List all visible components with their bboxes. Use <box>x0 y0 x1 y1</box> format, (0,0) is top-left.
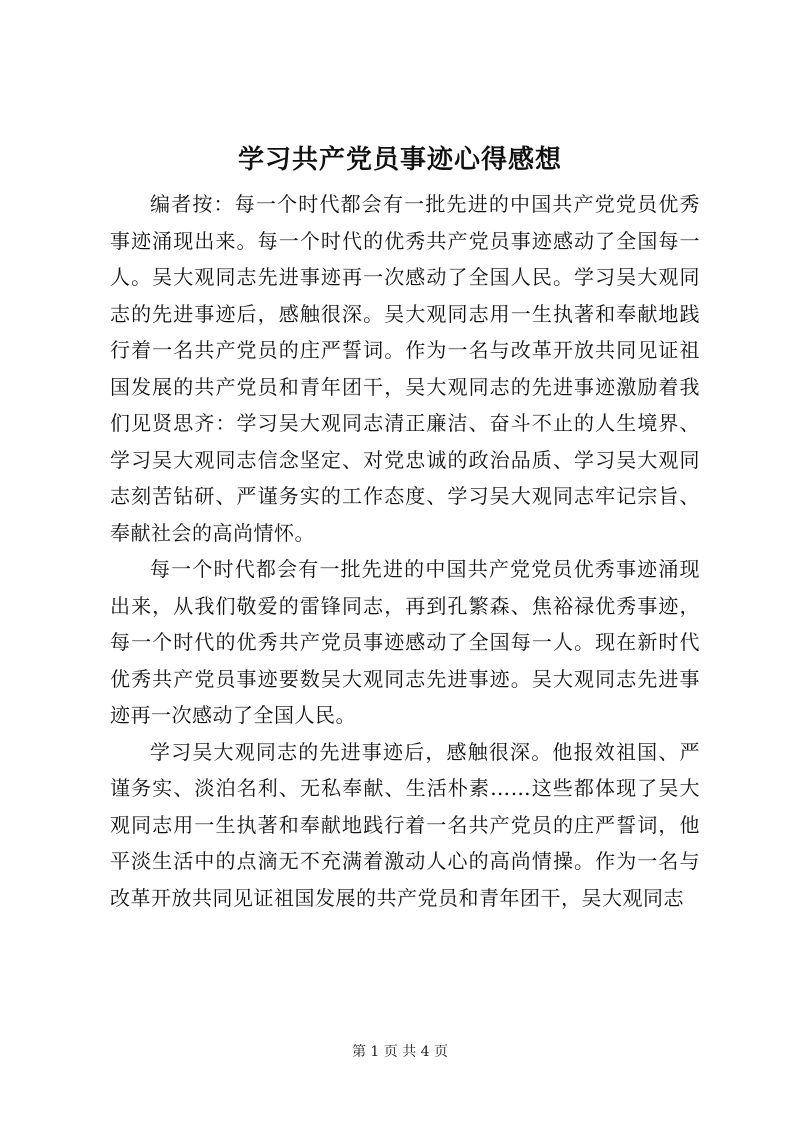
paragraph-2: 每一个时代都会有一批先进的中国共产党党员优秀事迹涌现出来，从我们敬爱的雷锋同志，再到孔繁森、焦裕禄优秀事迹，每一个时代的优秀共产党员事迹感动了全国每一人。现在新时代优秀共产党员事迹要数吴大观同志先进事迹。吴大观同志先进事迹再一次感动了全国人民。 <box>110 557 700 727</box>
paragraph-3: 学习吴大观同志的先进事迹后，感触很深。他报效祖国、严谨务实、淡泊名利、无私奉献、生活朴素……这些都体现了吴大观同志用一生执著和奉献地践行着一名共产党员的庄严誓词，他平淡生活中的点滴无不充满着激动人心的高尚情操。作为一名与改革开放共同见证祖国发展的共产党员和青年团干，吴大观同志 <box>110 739 700 910</box>
paragraph-editor-note: 编者按：每一个时代都会有一批先进的中国共产党党员优秀事迹涌现出来。每一个时代的优秀共产党员事迹感动了全国每一人。吴大观同志先进事迹再一次感动了全国人民。学习吴大观同志的先进事迹后，感触很深。吴大观同志用一生执著和奉献地践行着一名共产党员的庄严誓词。作为一名与改革开放共同见证祖国发展的共产党员和青年团干，吴大观同志的先进事迹激励着我们见贤思齐：学习吴大观同志清正廉洁、奋斗不止的人生境界、学习吴大观同志信念坚定、对党忠诚的政治品质、学习吴大观同志刻苦钻研、严谨务实的工作态度、学习吴大观同志牢记宗旨、奉献社会的高尚情怀。 <box>110 192 700 545</box>
page-number-footer: 第 1 页 共 4 页 <box>351 1044 449 1060</box>
document-body <box>110 186 700 916</box>
document-title: 学习共产党员事迹心得感想 <box>237 145 562 175</box>
